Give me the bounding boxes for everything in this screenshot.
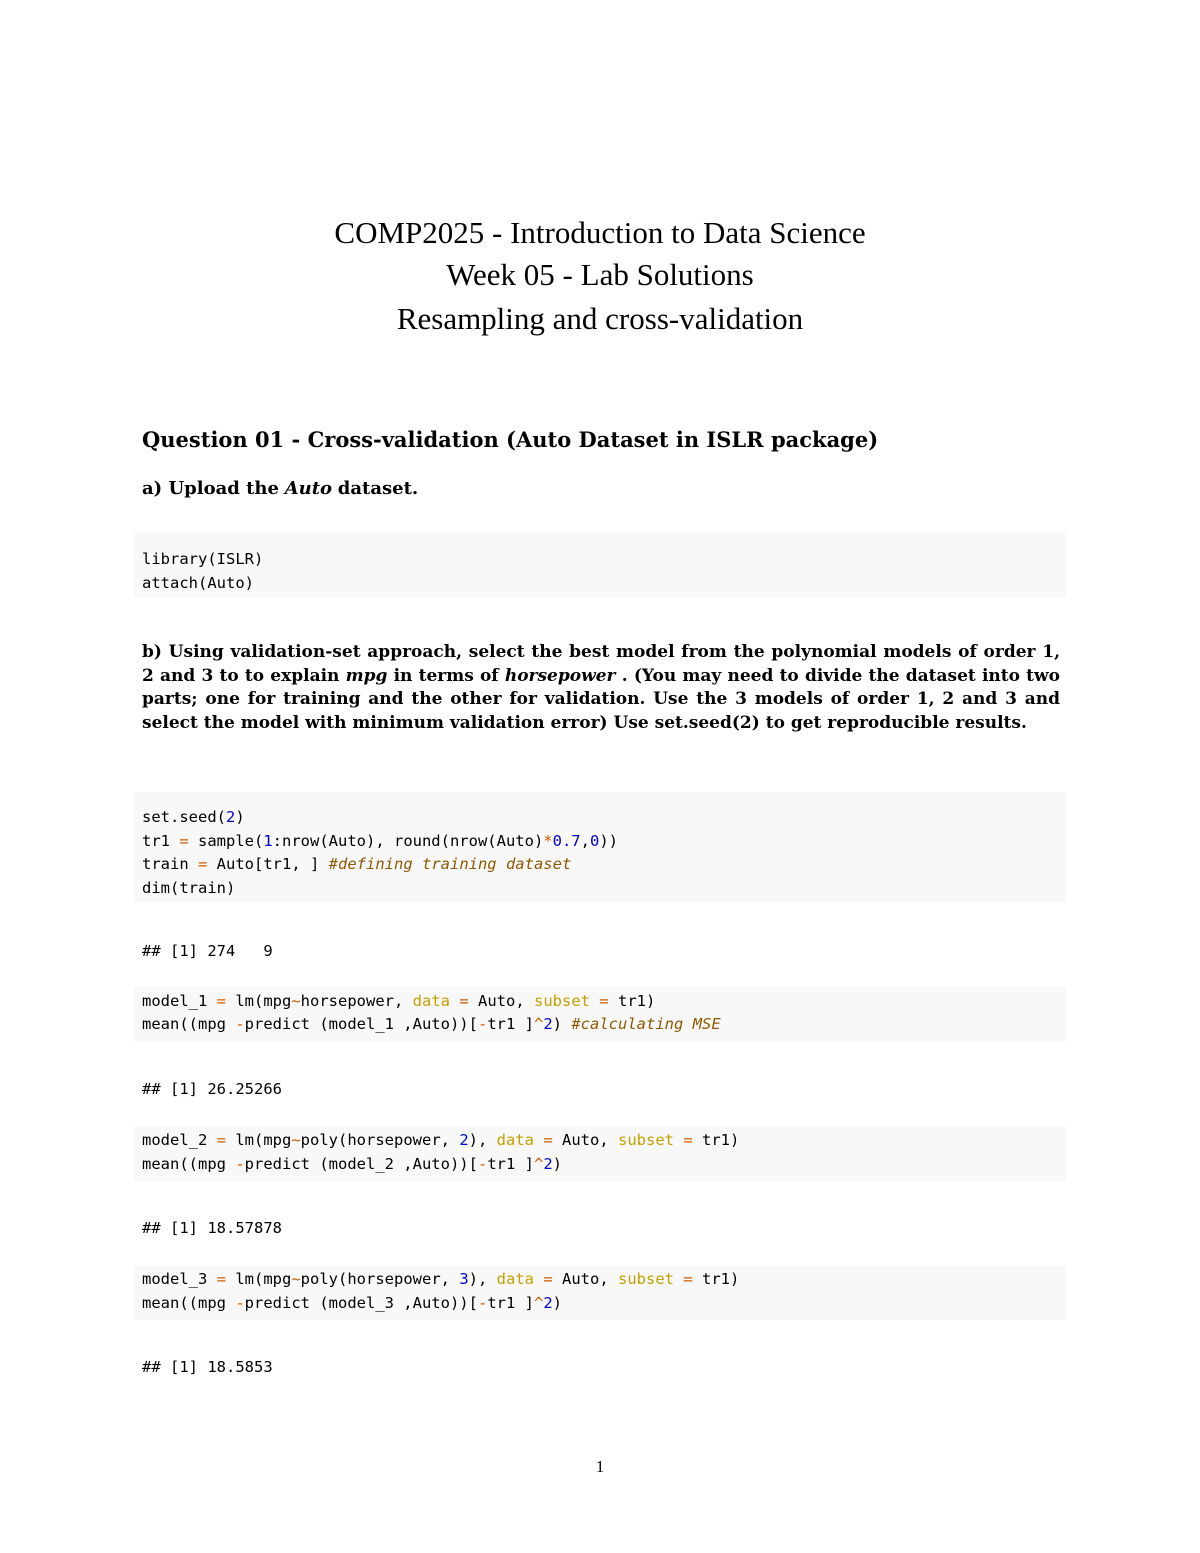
code-line: set.seed(2) [142,808,245,826]
code-line: model_1 = lm(mpg~horsepower, data = Auto, subset = tr1) [142,992,656,1010]
document-subtitle: Week 05 - Lab Solutions [446,257,754,292]
code-output: ## [1] 274 9 [142,942,273,960]
code-output: ## [1] 18.5853 [142,1358,273,1376]
code-line: library(ISLR) [142,550,264,568]
code-line: train = Auto[tr1, ] #defining training dataset [142,855,572,873]
code-line: model_3 = lm(mpg~poly(horsepower, 3), data = Auto, subset = tr1) [142,1270,740,1288]
document-title: COMP2025 - Introduction to Data Science [334,215,866,250]
page-number: 1 [595,1457,605,1476]
code-line: dim(train) [142,879,236,897]
document-topic: Resampling and cross-validation [396,301,804,336]
part-b-text: b) Using validation-set approach, select the best model from the polynomial models of order 1, 2 and 3 to to explain mpg in terms of horsepower . (You may need to divide the dataset into two parts; one for training and the other for validation. Use the 3 models of order 1, 2 and 3 and select the model with minimum validation error) Use set.seed(2) to get reproducible results. [142,642,1060,733]
code-output: ## [1] 18.57878 [142,1219,282,1237]
code-output: ## [1] 26.25266 [142,1080,282,1098]
part-a-label: a) Upload the Auto dataset. [142,478,419,499]
code-block [134,533,1066,597]
code-line: mean((mpg -predict (model_3 ,Auto))[-tr1 ]^2) [142,1294,563,1312]
code-line: mean((mpg -predict (model_1 ,Auto))[-tr1 ]^2) #calculating MSE [142,1015,721,1033]
code-line: mean((mpg -predict (model_2 ,Auto))[-tr1 ]^2) [142,1155,563,1173]
code-line: model_2 = lm(mpg~poly(horsepower, 2), data = Auto, subset = tr1) [142,1131,740,1149]
code-line: tr1 = sample(1:nrow(Auto), round(nrow(Auto)*0.7,0)) [142,832,618,850]
code-line: attach(Auto) [142,574,254,592]
question-heading: Question 01 - Cross-validation (Auto Dataset in ISLR package) [142,427,879,452]
